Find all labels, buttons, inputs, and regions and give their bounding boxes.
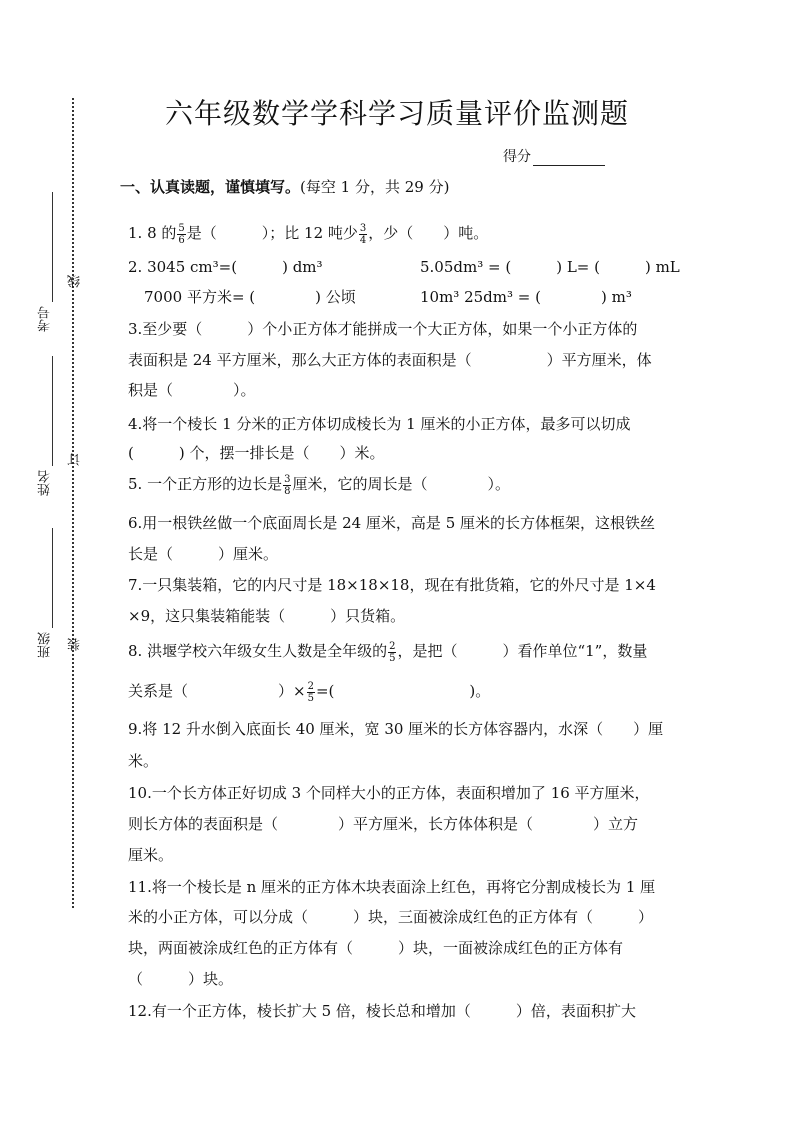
question-9-line-1: 9.将 12 升水倒入底面长 40 厘米，宽 30 厘米的长方体容器内，水深（ ）厘	[128, 720, 664, 738]
score-field	[503, 146, 605, 166]
question-10-line-3: 厘米。	[128, 846, 174, 864]
numerator: 2	[389, 640, 396, 652]
question-7-line-1: 7.一只集装箱，它的内尺寸是 18×18×18，现在有批货箱，它的外尺寸是 1×4	[128, 576, 656, 594]
denominator: 5	[389, 652, 396, 664]
question-11-line-3: 块，两面被涂成红色的正方体有（ ）块，一面被涂成红色的正方体有	[128, 939, 624, 957]
margin-seal-char: 装	[68, 638, 83, 651]
question-6-line-1: 6.用一根铁丝做一个底面周长是 24 厘米，高是 5 厘米的长方体框架，这根铁丝	[128, 514, 656, 532]
q1-fraction-2	[359, 223, 367, 246]
q5-text-a: 5. 一个正方形的边长是	[128, 475, 283, 493]
q2-text-b: 5.05dm³ = ( ) L= ( ) mL	[420, 258, 680, 276]
page-title: 六年级数学学科学习质量评价监测题	[164, 97, 629, 130]
margin-bind-char: 订	[68, 453, 83, 466]
numerator: 5	[178, 222, 185, 234]
class-blank	[52, 528, 53, 628]
q1-text-a: 1. 8 的	[128, 224, 177, 242]
question-3-line-3: 积是（ ）。	[128, 381, 256, 399]
numerator: 2	[307, 680, 314, 692]
question-10-line-1: 10.一个长方体正好切成 3 个同样大小的正方体，表面积增加了 16 平方厘米，	[128, 784, 650, 802]
question-1	[128, 222, 488, 246]
margin-line-char: 线	[68, 275, 83, 288]
question-6-line-2: 长是（ ）厘米。	[128, 545, 279, 563]
question-11-line-2: 米的小正方体，可以分成（ ）块，三面被涂成红色的正方体有（ ）	[128, 908, 654, 926]
section-heading	[120, 176, 449, 197]
numerator: 3	[359, 222, 367, 234]
question-9-line-2: 米。	[128, 752, 159, 770]
q8-text-a: 8. 洪堰学校六年级女生人数是全年级的	[128, 642, 388, 660]
q2-text-d: 10m³ 25dm³ = ( ) m³	[420, 288, 632, 306]
question-3-line-1: 3.至少要（ ）个小正方体才能拼成一个大正方体，如果一个小正方体的	[128, 320, 638, 338]
question-10-line-2: 则长方体的表面积是（ ）平方厘米，长方体体积是（ ）立方	[128, 815, 639, 833]
binding-dotted-line	[72, 98, 74, 908]
question-11-line-1: 11.将一个棱长是 n 厘米的正方体木块表面涂上红色，再将它分割成棱长为 1 厘	[128, 878, 656, 896]
q5-fraction	[283, 474, 291, 497]
q8-text-c: 关系是（ ）×	[128, 682, 306, 700]
score-label: 得分	[503, 149, 531, 165]
q1-text-c: ，少（ ）吨。	[368, 224, 489, 242]
section-note: (每空 1 分，共 29 分)	[300, 178, 450, 196]
question-11-line-4: （ ）块。	[128, 970, 234, 988]
denominator: 5	[307, 692, 314, 704]
question-2-line-2	[144, 286, 632, 307]
q2-text-a: 2. 3045 cm³=( ) dm³	[128, 258, 323, 276]
question-12-line-1: 12.有一个正方体，棱长扩大 5 倍，棱长总和增加（ ）倍，表面积扩大	[128, 1002, 636, 1020]
denominator: 4	[359, 234, 367, 246]
q1-text-b: 是（ ）；比 12 吨少	[186, 224, 358, 242]
name-blank	[52, 356, 53, 466]
q8-fraction-1	[388, 641, 396, 664]
question-8-line-2	[128, 680, 490, 704]
question-5	[128, 473, 510, 497]
question-4-line-1: 4.将一个棱长 1 分米的正方体切成棱长为 1 厘米的小正方体，最多可以切成	[128, 415, 631, 433]
question-7-line-2: ×9，这只集装箱能装（ ）只货箱。	[128, 607, 406, 625]
q1-fraction-1	[177, 223, 185, 246]
q8-text-d: =( )。	[315, 682, 491, 700]
q5-text-b: 厘米，它的周长是（ ）。	[292, 475, 510, 493]
numerator: 3	[284, 473, 291, 485]
section-title: 一、认真读题，谨慎填写。	[120, 178, 301, 196]
q2-text-c: 7000 平方米= ( ) 公顷	[144, 288, 356, 306]
denominator: 6	[178, 234, 185, 246]
name-label: 姓名	[38, 470, 53, 496]
q8-text-b: ，是把（ ）看作单位“1”，数量	[397, 642, 648, 660]
exam-no-blank	[52, 192, 53, 302]
score-blank[interactable]	[533, 151, 605, 166]
q8-fraction-2	[307, 681, 315, 704]
question-8-line-1	[128, 640, 647, 664]
denominator: 8	[284, 485, 291, 497]
question-2-line-1	[128, 256, 680, 277]
class-label: 班级	[38, 632, 53, 658]
exam-no-label: 考号	[38, 306, 53, 332]
question-3-line-2: 表面积是 24 平方厘米，那么大正方体的表面积是（ ）平方厘米，体	[128, 351, 652, 369]
question-4-line-2: ( ) 个，摆一排长是（ ）米。	[128, 444, 385, 462]
